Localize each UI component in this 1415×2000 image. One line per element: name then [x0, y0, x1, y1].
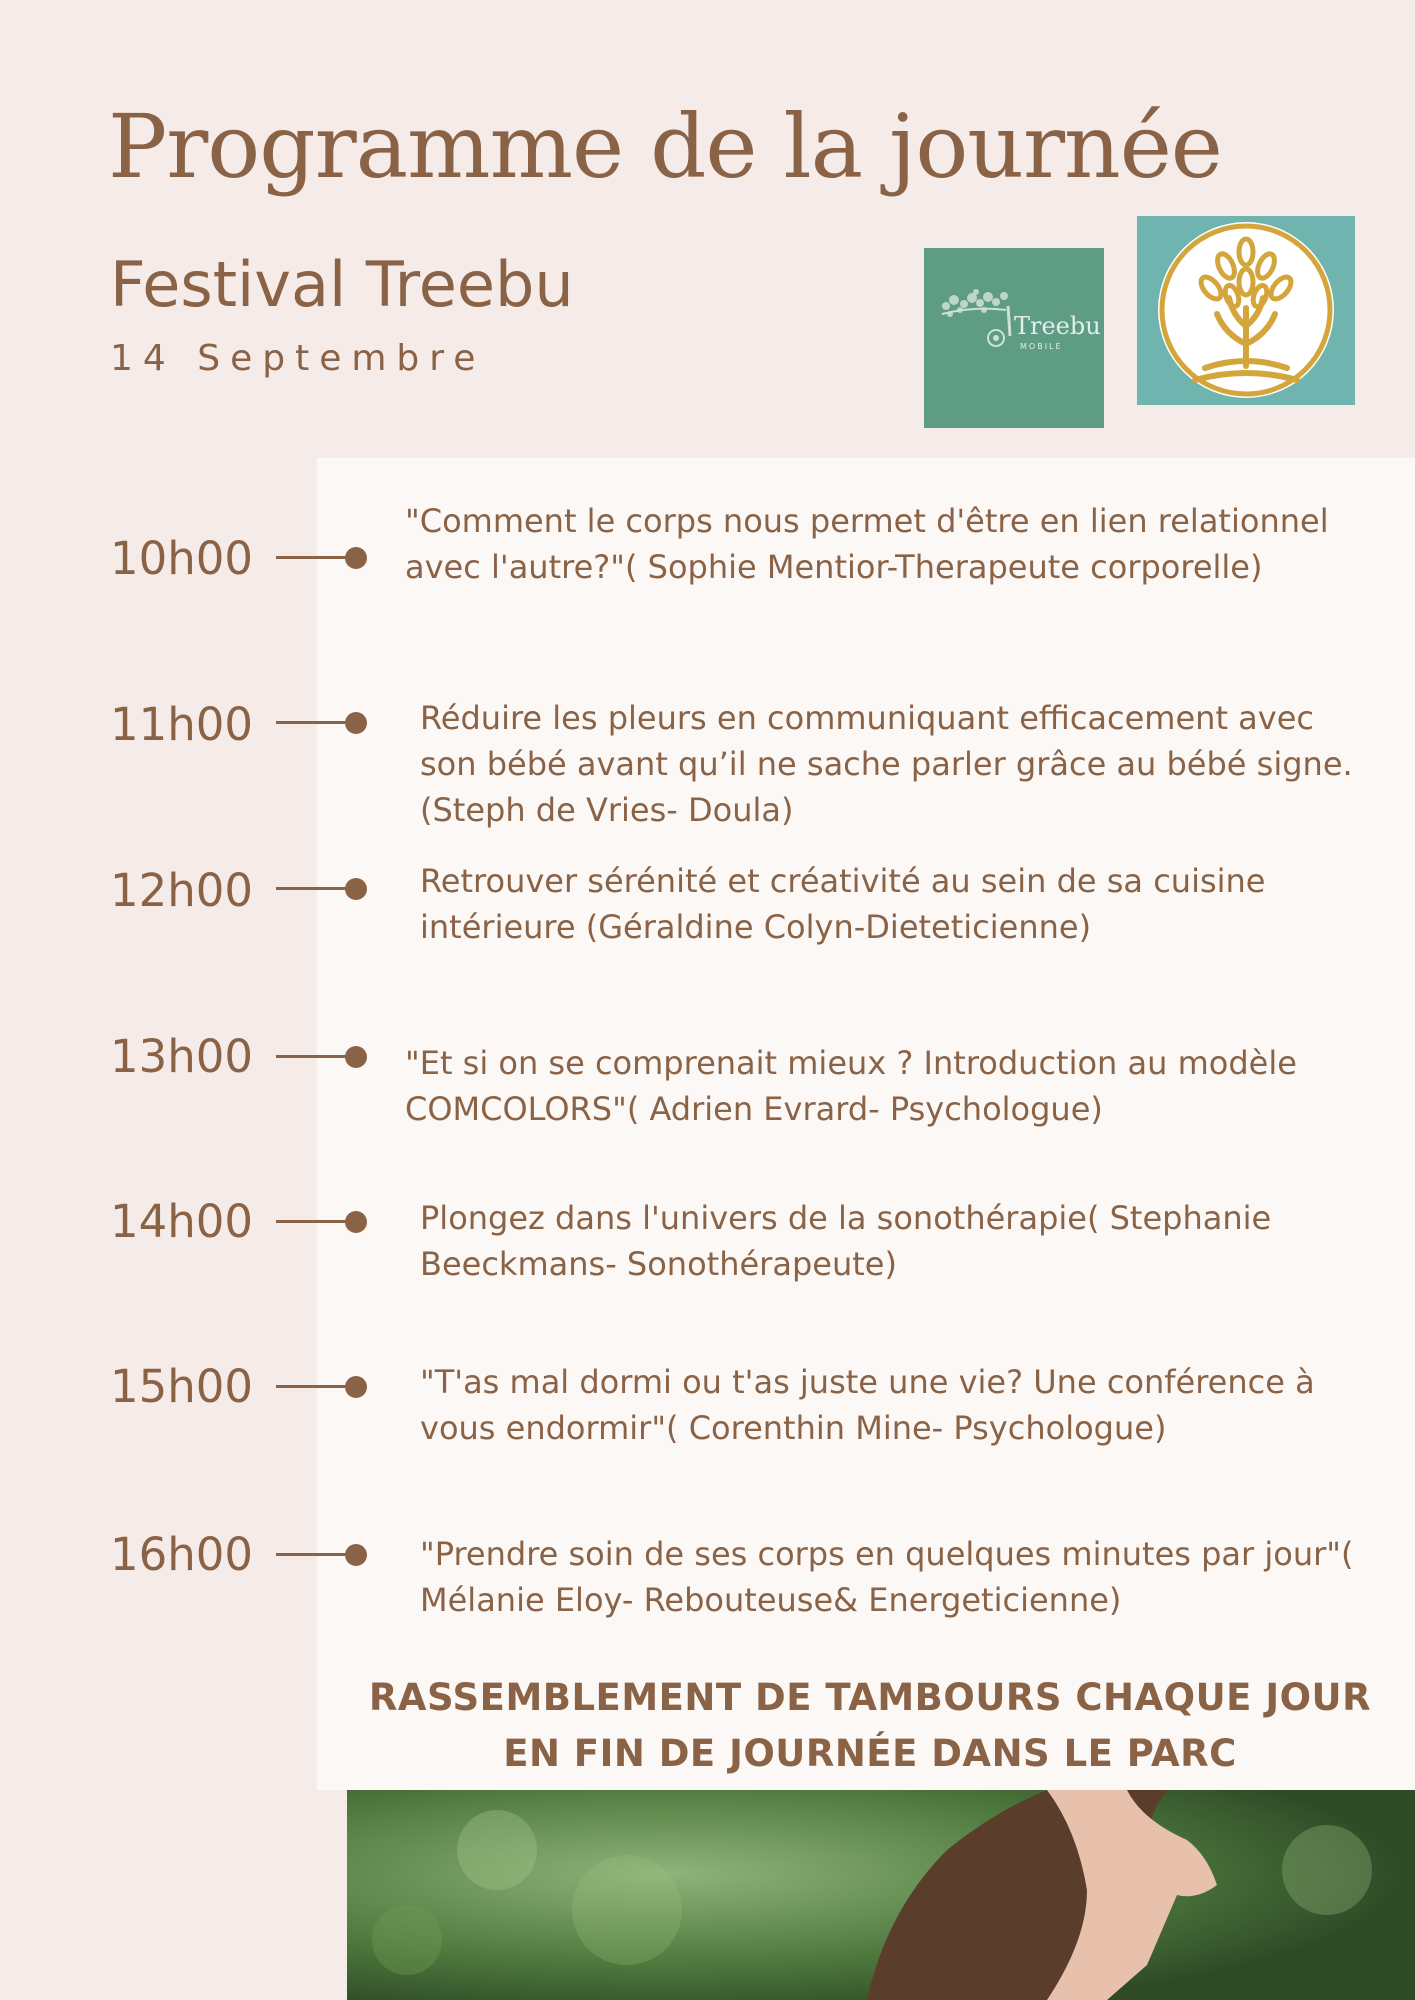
timeline-connector	[276, 1385, 356, 1388]
timeline-connector	[276, 1055, 356, 1058]
tree-emblem-logo	[1137, 216, 1355, 405]
timeline-dot	[345, 878, 367, 900]
timeline-dot	[345, 547, 367, 569]
schedule-description: Réduire les pleurs en communiquant efficacement avec son bébé avant qu’il ne sache parler grâce au bébé signe.(Steph de Vries- Doula)	[420, 699, 1353, 829]
schedule-description: "Prendre soin de ses corps en quelques minutes par jour"( Mélanie Eloy- Rebouteuse& Energeticienne)	[420, 1535, 1354, 1619]
schedule-description: Plongez dans l'univers de la sonothérapie( Stephanie Beeckmans- Sonothérapeute)	[420, 1199, 1272, 1283]
nature-photo	[347, 1790, 1415, 2000]
treebu-logo-subtext: MOBILE	[1020, 342, 1063, 351]
schedule-time: 10h00	[110, 532, 254, 585]
timeline-dot	[345, 1046, 367, 1068]
timeline-dot	[345, 1544, 367, 1566]
schedule-description: "Et si on se comprenait mieux ? Introduction au modèle COMCOLORS"( Adrien Evrard- Psychologue)	[405, 1044, 1297, 1128]
event-name: Festival Treebu	[110, 248, 574, 321]
timeline-connector	[276, 556, 356, 559]
timeline-dot	[345, 1376, 367, 1398]
schedule-time: 12h00	[110, 864, 254, 917]
treebu-logo-text: Treebu	[1014, 312, 1101, 340]
timeline-dot	[345, 1211, 367, 1233]
schedule-time: 13h00	[110, 1030, 254, 1083]
schedule-description: "Comment le corps nous permet d'être en lien relationnel avec l'autre?"( Sophie Mentior-Therapeute corporelle)	[405, 502, 1329, 586]
drum-gathering-banner: RASSEMBLEMENT DE TAMBOURS CHAQUE JOUR EN FIN DE JOURNÉE DANS LE PARC	[368, 1676, 1372, 1775]
treebu-mobile-logo	[924, 248, 1104, 428]
timeline-connector	[276, 1553, 356, 1556]
page-title: Programme de la journée	[108, 95, 1222, 198]
golden-tree-icon	[1137, 216, 1355, 405]
timeline-connector	[276, 1220, 356, 1223]
schedule-time: 14h00	[110, 1195, 254, 1248]
timeline-connector	[276, 721, 356, 724]
event-date: 14 Septembre	[110, 338, 486, 379]
woman-forest-image	[347, 1790, 1415, 2000]
schedule-time: 11h00	[110, 698, 254, 751]
timeline-connector	[276, 887, 356, 890]
schedule-description: "T'as mal dormi ou t'as juste une vie? Une conférence à vous endormir"( Corenthin Mine- Psychologue)	[420, 1363, 1315, 1447]
timeline-dot	[345, 712, 367, 734]
schedule-description: Retrouver sérénité et créativité au sein de sa cuisine intérieure (Géraldine Colyn-Dieteticienne)	[420, 862, 1266, 946]
schedule-time: 16h00	[110, 1528, 254, 1581]
schedule-time: 15h00	[110, 1360, 254, 1413]
